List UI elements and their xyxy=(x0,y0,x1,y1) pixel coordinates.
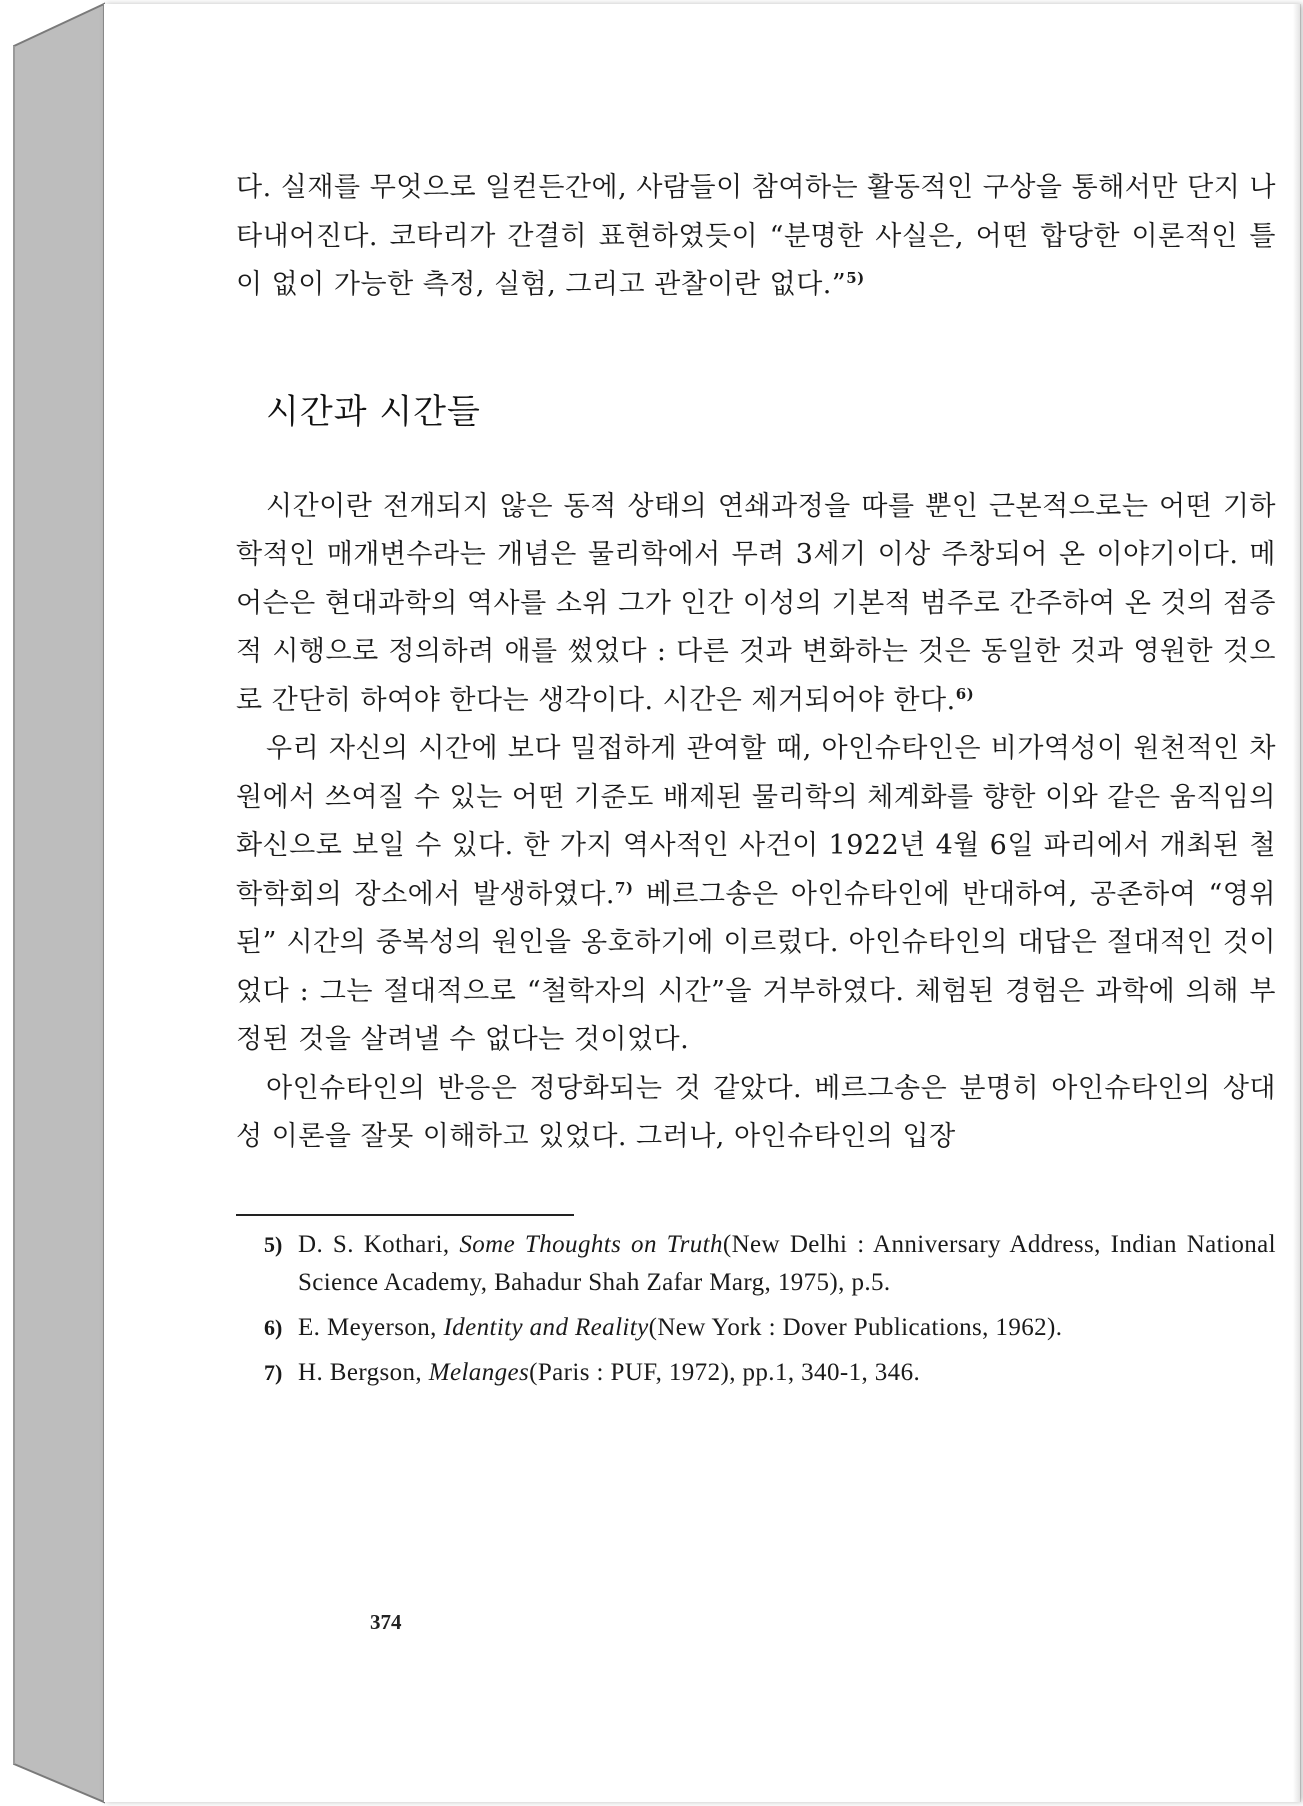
footnote-publication: (Paris : PUF, 1972), pp.1, 340-1, 346. xyxy=(529,1358,921,1386)
footnote-publication: (New Delhi : Anniversary Address, Indian National Science Academy, Bahadur Shah Zafar Marg, 1975), p.5. xyxy=(298,1230,1276,1296)
footnote-publication: (New York : Dover Publications, 1962). xyxy=(648,1313,1063,1341)
footnote-title: Melanges xyxy=(428,1358,530,1386)
body-paragraph-2 xyxy=(236,725,1276,1065)
footnote-7 xyxy=(236,1354,1276,1392)
footnote-number: 7) xyxy=(264,1359,283,1385)
body-paragraph-1-text: 시간이란 전개되지 않은 동적 상태의 연쇄과정을 따를 뿐인 근본적으로는 어떤 기하학적인 매개변수라는 개념은 물리학에서 무려 3세기 이상 주창되어 온 이야기이다. 메어슨은 현대과학의 역사를 소위 그가 인간 이성의 기본적 범주로 간주하여 온 것의 점증적 시행으로 정의하려 애를 썼었다 : 다른 것과 변화하는 것은 동일한 것과 영원한 것으로 간단히 하여야 한다는 생각이다. 시간은 제거되어야 한다. xyxy=(236,490,1276,716)
opening-paragraph-text: 다. 실재를 무엇으로 일컫든간에, 사람들이 참여하는 활동적인 구상을 통해서만 단지 나타내어진다. 코타리가 간결히 표현하였듯이 “분명한 사실은, 어떤 합당한 이론적인 틀이 없이 가능한 측정, 실험, 그리고 관찰이란 없다.” xyxy=(236,172,1276,300)
footnote-text xyxy=(298,1226,1276,1302)
footnote-reference-6: 6) xyxy=(955,684,975,703)
footnote-text xyxy=(298,1309,1276,1347)
footnote-divider xyxy=(236,1214,574,1216)
footnote-author: D. S. Kothari, xyxy=(298,1230,460,1258)
opening-paragraph xyxy=(236,164,1276,310)
footnote-author: H. Bergson, xyxy=(298,1358,429,1386)
footnote-author: E. Meyerson, xyxy=(298,1313,444,1341)
footnote-title: Identity and Reality xyxy=(443,1313,649,1341)
footnote-number: 5) xyxy=(264,1231,283,1257)
book-spine-edge xyxy=(0,0,120,1806)
body-paragraph-2-text-b: 베르그송은 아인슈타인에 반대하여, 공존하여 “영위된” 시간의 중복성의 원인을 옹호하기에 이르렀다. 아인슈타인의 대답은 절대적인 것이었다 : 그는 절대적으로 “철학자의 시간”을 거부하였다. 체험된 경험은 과학에 의해 부정된 것을 살려낼 수 없다는 것이었다. xyxy=(236,878,1276,1055)
book-page xyxy=(103,4,1300,1802)
footnote-6 xyxy=(236,1309,1276,1347)
section-heading: 시간과 시간들 xyxy=(266,391,481,432)
footnote-reference-7: 7) xyxy=(614,878,634,897)
page-content xyxy=(236,164,1276,1399)
book-thickness-shape xyxy=(0,0,120,1806)
body-paragraph-1 xyxy=(236,483,1276,726)
body-paragraph-3: 아인슈타인의 반응은 정당화되는 것 같았다. 베르그송은 분명히 아인슈타인의 상대성 이론을 잘못 이해하고 있었다. 그러나, 아인슈타인의 입장 xyxy=(236,1072,1276,1152)
page-number: 374 xyxy=(370,1610,402,1634)
footnote-number: 6) xyxy=(264,1314,283,1340)
footnote-reference-5: 5) xyxy=(846,269,865,287)
footnote-text xyxy=(298,1354,1276,1392)
footnote-title: Some Thoughts on Truth xyxy=(459,1230,723,1258)
footnotes xyxy=(236,1226,1276,1392)
footnote-5 xyxy=(236,1226,1276,1302)
body-paragraph-2-text-a: 우리 자신의 시간에 보다 밀접하게 관여할 때, 아인슈타인은 비가역성이 원천적인 차원에서 쓰여질 수 있는 어떤 기준도 배제된 물리학의 체계화를 향한 이와 같은 움직임의 화신으로 보일 수 있다. 한 가지 역사적인 사건이 1922년 4월 6일 파리에서 개최된 철학학회의 장소에서 발생하였다. xyxy=(236,733,1276,910)
